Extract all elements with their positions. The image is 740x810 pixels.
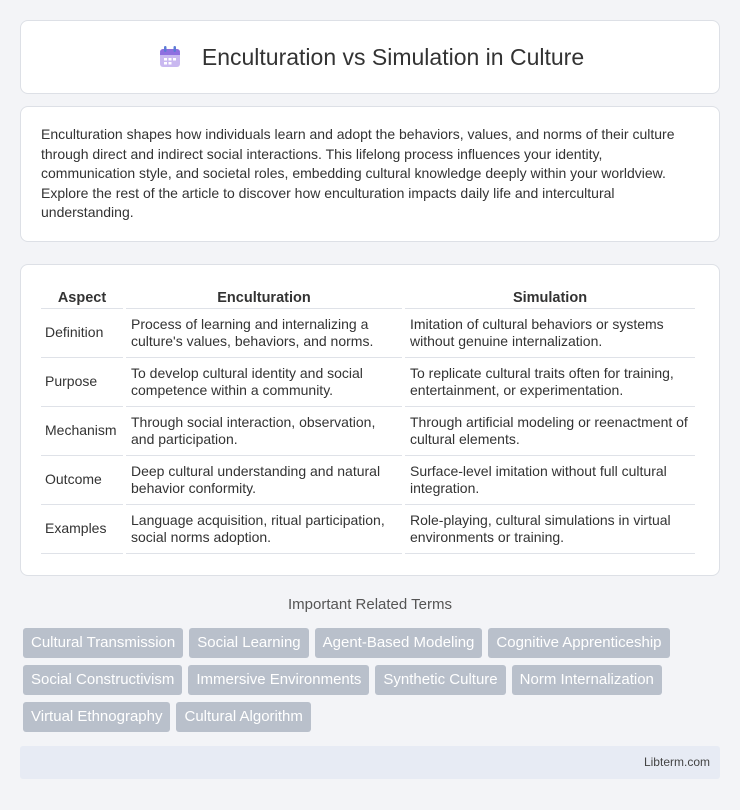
table-row xyxy=(41,505,695,554)
related-term-tag[interactable]: Cognitive Apprenticeship xyxy=(488,628,669,658)
calendar-icon xyxy=(156,43,184,71)
table-row xyxy=(41,358,695,407)
page-title: Enculturation vs Simulation in Culture xyxy=(201,43,585,70)
table-row xyxy=(41,456,695,505)
row-aspect: Examples xyxy=(41,505,123,554)
related-term-tag[interactable]: Norm Internalization xyxy=(512,665,662,695)
related-term-tag[interactable]: Cultural Algorithm xyxy=(176,702,310,732)
row-aspect: Purpose xyxy=(41,358,123,407)
table-header-row xyxy=(41,285,695,309)
related-term-tag[interactable]: Social Constructivism xyxy=(23,665,182,695)
header-simulation: Simulation xyxy=(405,285,695,309)
row-simulation: To replicate cultural traits often for training, entertainment, or experimentation. xyxy=(405,358,695,407)
row-simulation: Surface-level imitation without full cultural integration. xyxy=(405,456,695,505)
related-term-tag[interactable]: Immersive Environments xyxy=(188,665,369,695)
intro-card xyxy=(20,106,720,242)
related-term-tag[interactable]: Social Learning xyxy=(189,628,308,658)
row-simulation: Imitation of cultural behaviors or systems without genuine internalization. xyxy=(405,309,695,358)
related-term-tag[interactable]: Cultural Transmission xyxy=(23,628,183,658)
row-aspect: Definition xyxy=(41,309,123,358)
table-row xyxy=(41,309,695,358)
footer-site-link[interactable]: Libterm.com xyxy=(643,755,710,769)
row-enculturation: Language acquisition, ritual participation, social norms adoption. xyxy=(126,505,402,554)
intro-text: Enculturation shapes how individuals learn and adopt the behaviors, values, and norms of their culture through direct and indirect social interactions. This lifelong process influences your identity, communication style, and societal roles, embedding cultural knowledge deeply within your worldview. Explore the rest of the article to discover how enculturation impacts daily life and intercultural understanding. xyxy=(41,126,675,221)
header-aspect: Aspect xyxy=(41,285,123,309)
comparison-table xyxy=(38,285,698,554)
related-terms-title: Important Related Terms xyxy=(288,596,452,613)
row-simulation: Role-playing, cultural simulations in virtual environments or training. xyxy=(405,505,695,554)
related-term-tag[interactable]: Synthetic Culture xyxy=(375,665,505,695)
related-term-tag[interactable]: Agent-Based Modeling xyxy=(315,628,483,658)
related-terms-list xyxy=(23,628,723,732)
footer xyxy=(20,746,720,779)
table-row xyxy=(41,407,695,456)
header-card xyxy=(20,20,720,94)
related-term-tag[interactable]: Virtual Ethnography xyxy=(23,702,170,732)
row-enculturation: To develop cultural identity and social competence within a community. xyxy=(126,358,402,407)
row-simulation: Through artificial modeling or reenactment of cultural elements. xyxy=(405,407,695,456)
row-enculturation: Process of learning and internalizing a culture's values, behaviors, and norms. xyxy=(126,309,402,358)
row-aspect: Outcome xyxy=(41,456,123,505)
title-wrap xyxy=(156,43,584,71)
row-aspect: Mechanism xyxy=(41,407,123,456)
header-enculturation: Enculturation xyxy=(126,285,402,309)
comparison-card xyxy=(20,264,720,576)
row-enculturation: Through social interaction, observation, and participation. xyxy=(126,407,402,456)
row-enculturation: Deep cultural understanding and natural behavior conformity. xyxy=(126,456,402,505)
